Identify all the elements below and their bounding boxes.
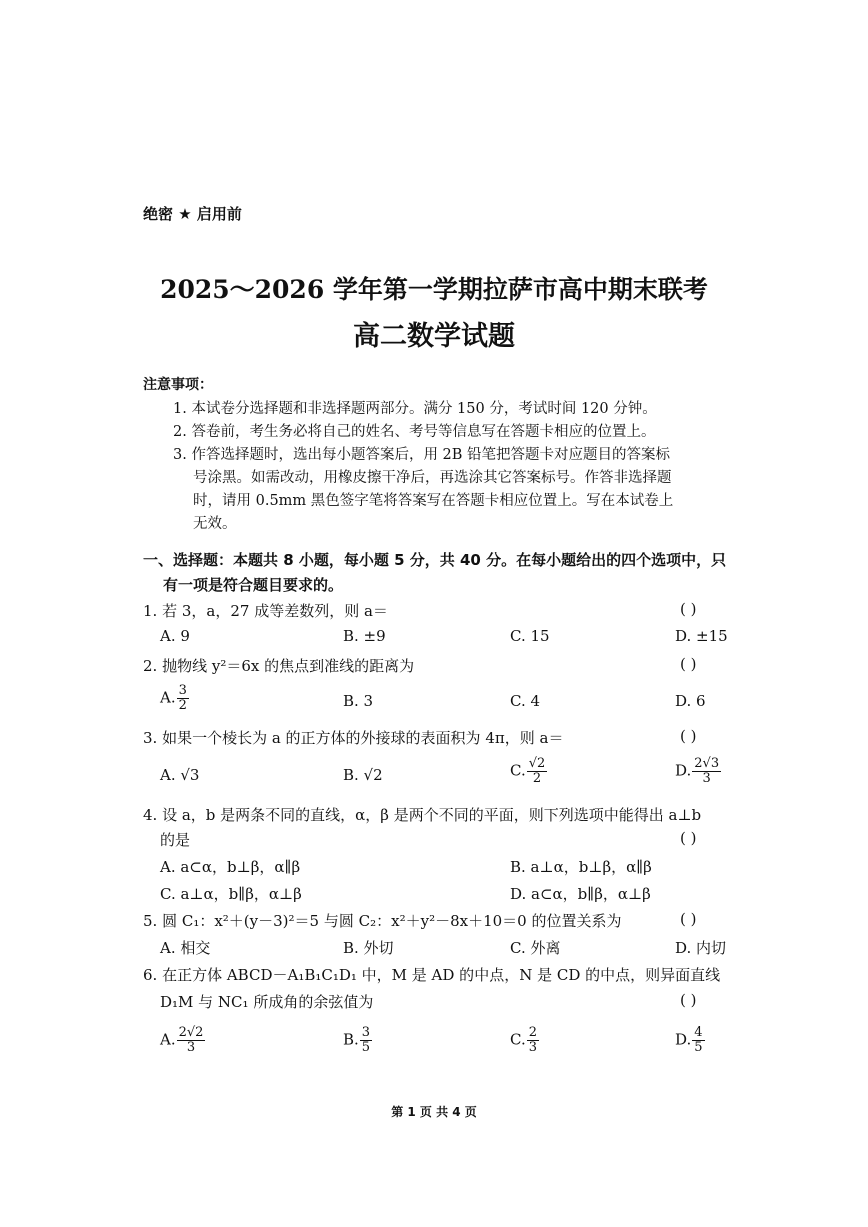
note-item-3-line-1: 3. 作答选择题时，选出每小题答案后，用 2B 铅笔把答题卡对应题目的答案标 xyxy=(173,447,671,463)
question-2-stem: 2. 抛物线 y²＝6x 的焦点到准线的距离为 xyxy=(143,657,415,675)
denominator: 2 xyxy=(178,698,187,713)
denominator: 3 xyxy=(186,1040,196,1055)
question-4-stem-line-1: 4. 设 a，b 是两条不同的直线，α，β 是两个不同的平面，则下列选项中能得出 a⊥b xyxy=(143,806,702,824)
denominator: 3 xyxy=(702,771,711,786)
question-4-option-c: C. a⊥α，b∥β，α⊥β xyxy=(160,885,302,903)
question-2-option-d: D. 6 xyxy=(675,692,706,710)
option-label: D. xyxy=(675,761,692,780)
numerator: 2√2 xyxy=(178,1025,204,1040)
fraction xyxy=(360,1026,372,1055)
option-label: C. xyxy=(510,1030,526,1049)
question-2-option-b: B. 3 xyxy=(343,692,374,710)
question-5-option-d: D. 内切 xyxy=(675,939,727,957)
question-6-stem-line-1: 6. 在正方体 ABCD－A₁B₁C₁D₁ 中，M 是 AD 的中点，N 是 CD 的中点，则异面直线 xyxy=(143,966,721,984)
option-label: A. xyxy=(160,688,176,707)
fraction xyxy=(527,1026,539,1055)
question-6-option-c xyxy=(510,1026,539,1055)
question-4-stem-line-2: 的是 xyxy=(160,831,191,849)
question-2-answer-blank: ( ) xyxy=(680,655,697,673)
numerator: 4 xyxy=(694,1025,703,1040)
note-item-2: 2. 答卷前，考生务必将自己的姓名、考号等信息写在答题卡相应的位置上。 xyxy=(173,424,656,440)
denominator: 2 xyxy=(532,771,542,786)
question-5-option-a: A. 相交 xyxy=(160,939,211,957)
question-4-option-b: B. a⊥α，b⊥β，α∥β xyxy=(510,858,652,876)
numerator: 3 xyxy=(178,683,187,698)
fraction xyxy=(177,1026,206,1055)
confidential-label: 绝密 ★ 启用前 xyxy=(143,205,242,223)
question-3-option-b: B. √2 xyxy=(343,766,383,784)
question-3-stem: 3. 如果一个棱长为 a 的正方体的外接球的表面积为 4π，则 a＝ xyxy=(143,729,564,747)
question-1-answer-blank: ( ) xyxy=(680,600,697,618)
question-1-option-b: B. ±9 xyxy=(343,627,386,645)
note-item-3-line-3: 时，请用 0.5mm 黑色签字笔将答案写在答题卡相应位置上。写在本试卷上 xyxy=(193,493,674,509)
numerator: 2 xyxy=(528,1025,537,1040)
question-1-stem: 1. 若 3，a，27 成等差数列，则 a＝ xyxy=(143,602,388,620)
question-1-option-c: C. 15 xyxy=(510,627,550,645)
fraction xyxy=(692,757,721,786)
question-2-option-a xyxy=(160,684,189,713)
denominator: 5 xyxy=(361,1040,371,1055)
denominator: 5 xyxy=(694,1040,703,1055)
question-6-option-d xyxy=(675,1026,705,1055)
question-4-answer-blank: ( ) xyxy=(680,829,697,847)
question-6-stem-line-2: D₁M 与 NC₁ 所成角的余弦值为 xyxy=(160,993,374,1011)
question-3-option-a: A. √3 xyxy=(160,766,200,784)
option-label: D. xyxy=(675,1030,692,1049)
fraction xyxy=(527,757,548,786)
question-6-answer-blank: ( ) xyxy=(680,991,697,1009)
option-label: B. xyxy=(343,1030,359,1049)
section-heading-line-2: 有一项是符合题目要求的。 xyxy=(163,576,344,594)
note-item-3-line-2: 号涂黑。如需改动，用橡皮擦干净后，再选涂其它答案标号。作答非选择题 xyxy=(193,470,672,486)
option-label: C. xyxy=(510,761,526,780)
question-6-option-b xyxy=(343,1026,372,1055)
question-6-option-a xyxy=(160,1026,205,1055)
fraction xyxy=(177,684,189,713)
question-4-option-d: D. a⊂α，b∥β，α⊥β xyxy=(510,885,651,903)
question-1-option-d: D. ±15 xyxy=(675,627,728,645)
section-heading-line-1: 一、选择题：本题共 8 小题，每小题 5 分，共 40 分。在每小题给出的四个选项中，只 xyxy=(143,551,727,569)
numerator: 2√3 xyxy=(694,756,720,771)
option-label: A. xyxy=(160,1030,176,1049)
question-1-option-a: A. 9 xyxy=(160,627,190,645)
question-5-stem: 5. 圆 C₁：x²＋(y－3)²＝5 与圆 C₂：x²＋y²－8x＋10＝0 的位置关系为 xyxy=(143,912,622,930)
denominator: 3 xyxy=(528,1040,537,1055)
question-2-option-c: C. 4 xyxy=(510,692,541,710)
question-4-option-a: A. a⊂α，b⊥β，α∥β xyxy=(160,858,301,876)
fraction xyxy=(692,1026,704,1055)
question-3-answer-blank: ( ) xyxy=(680,727,697,745)
page-footer: 第 1 页 共 4 页 xyxy=(391,1105,477,1119)
question-5-answer-blank: ( ) xyxy=(680,910,697,928)
exam-title: 2025～2026 学年第一学期拉萨市高中期末联考 xyxy=(160,275,708,304)
question-5-option-b: B. 外切 xyxy=(343,939,394,957)
question-3-option-d xyxy=(675,757,721,786)
note-item-1: 1. 本试卷分选择题和非选择题两部分。满分 150 分，考试时间 120 分钟。 xyxy=(173,401,657,417)
notes-heading: 注意事项： xyxy=(143,377,213,393)
question-3-option-c xyxy=(510,757,547,786)
numerator: 3 xyxy=(361,1025,371,1040)
exam-subtitle: 高二数学试题 xyxy=(353,321,515,352)
question-5-option-c: C. 外离 xyxy=(510,939,561,957)
note-item-3-line-4: 无效。 xyxy=(193,516,237,532)
numerator: √2 xyxy=(528,756,546,771)
